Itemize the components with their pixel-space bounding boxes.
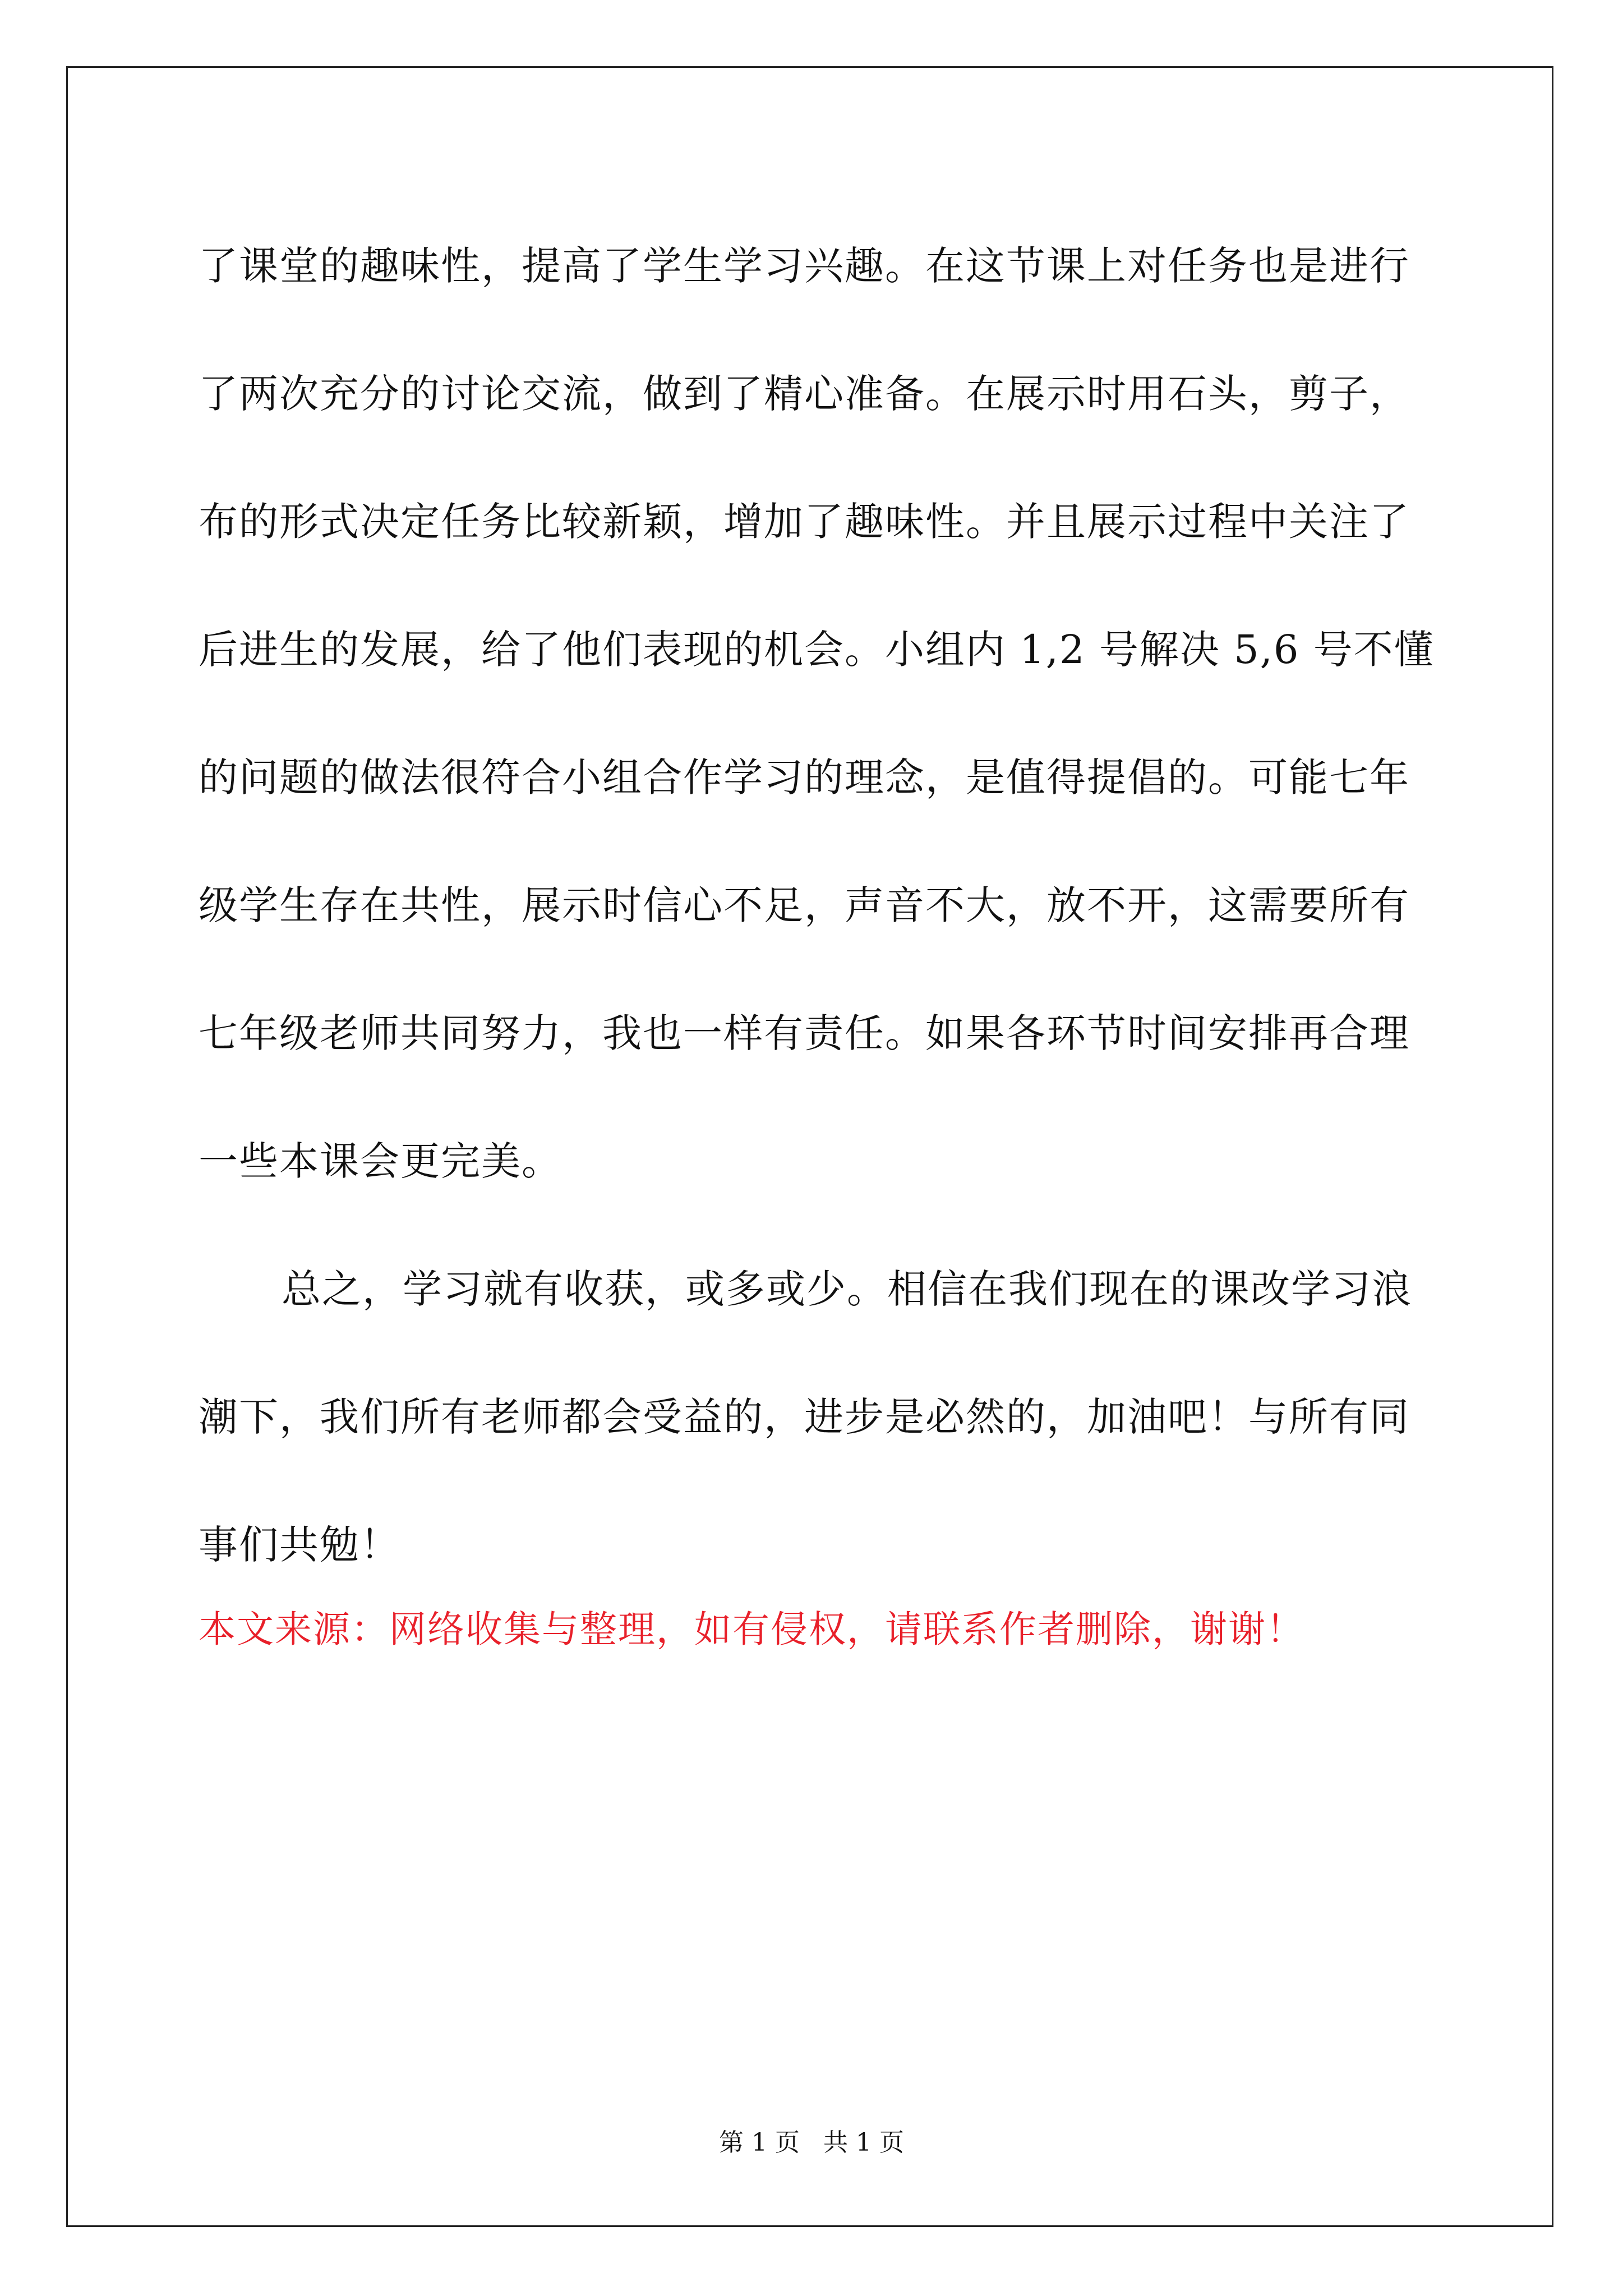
text-line: 总之，学习就有收获，或多或少。相信在我们现在的课改学习浪: [282, 1266, 1412, 1312]
document-body: [199, 202, 1435, 1609]
text-line: 了课堂的趣味性，提高了学生学习兴趣。在这节课上对任务也是进行: [199, 243, 1410, 289]
footer-spacer: [800, 2128, 823, 2157]
text-line: 一些本课会更完美。: [199, 1138, 562, 1184]
text-line: 七年级老师共同努力，我也一样有责任。如果各环节时间安排再合理: [199, 1010, 1410, 1056]
text-line: 事们共勉！: [199, 1522, 400, 1568]
page-number-current: 第 1 页: [719, 2128, 800, 2157]
paragraph-1: [199, 202, 1435, 1225]
text-line: 级学生存在共性，展示时信心不足，声音不大，放不开，这需要所有: [199, 882, 1410, 928]
text-line: 布的形式决定任务比较新颖，增加了趣味性。并且展示过程中关注了: [199, 499, 1410, 545]
page-footer: [0, 2126, 1623, 2160]
text-line: 了两次充分的讨论交流，做到了精心准备。在展示时用石头，剪子，: [199, 371, 1410, 417]
paragraph-2: [199, 1225, 1427, 1609]
text-line: 的问题的做法很符合小组合作学习的理念，是值得提倡的。可能七年: [199, 754, 1410, 800]
page-number-total: 共 1 页: [823, 2128, 904, 2157]
source-disclaimer: 本文来源：网络收集与整理，如有侵权，请联系作者删除，谢谢！: [199, 1608, 1304, 1651]
text-line: 潮下，我们所有老师都会受益的，进步是必然的，加油吧！与所有同: [199, 1394, 1410, 1440]
text-line: 后进生的发展，给了他们表现的机会。小组内 1,2 号解决 5,6 号不懂: [199, 627, 1435, 673]
